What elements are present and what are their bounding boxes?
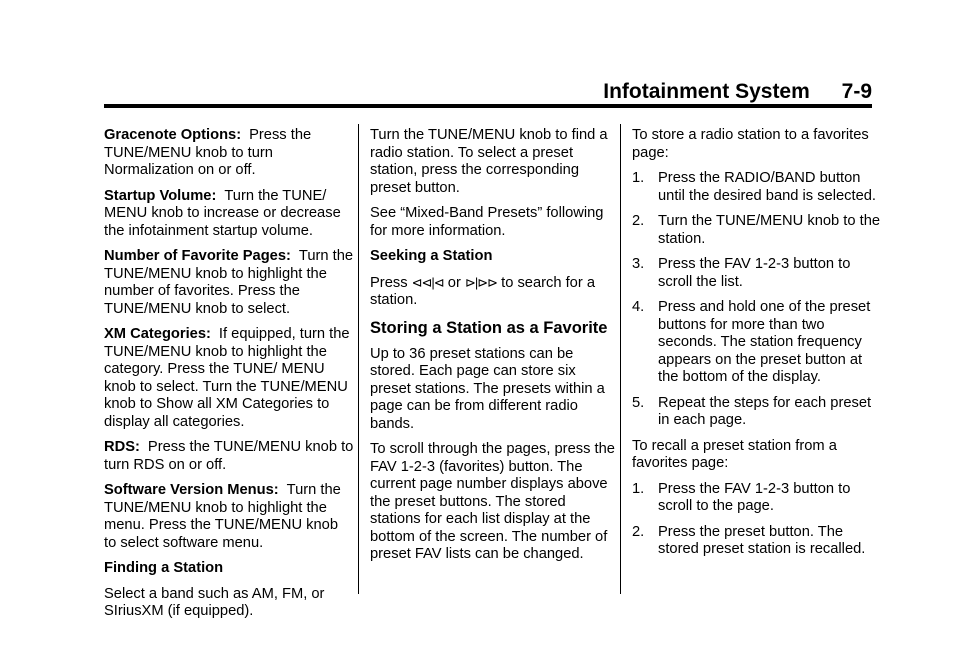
seek-back-icon: ⊲⊲|⊲ bbox=[411, 274, 444, 290]
list-item bbox=[632, 524, 882, 559]
step-text: Turn the TUNE/MENU knob to the station. bbox=[658, 213, 881, 247]
seek-forward-icon: ⊳|⊳⊳ bbox=[464, 274, 498, 290]
xm-categories-term: XM Categories: bbox=[104, 326, 211, 342]
step-number: 2. bbox=[632, 523, 645, 540]
favorite-pages-term: Number of Favorite Pages: bbox=[104, 248, 291, 264]
rds-text: Press the TUNE/MENU knob to turn RDS on or off. bbox=[104, 439, 354, 473]
list-item bbox=[632, 395, 882, 430]
storing-favorite-heading: Storing a Station as a Favorite bbox=[370, 318, 608, 337]
software-version-text: Turn the TUNE/MENU knob to highlight the menu. Press the TUNE/MENU knob to select software menu. bbox=[104, 482, 341, 551]
step-number: 1. bbox=[632, 480, 645, 497]
column-2 bbox=[370, 127, 615, 572]
column-divider-2 bbox=[620, 124, 621, 594]
startup-volume-term: Startup Volume: bbox=[104, 187, 217, 204]
step-text: Repeat the steps for each preset in each page. bbox=[658, 394, 872, 428]
section-title: Infotainment System bbox=[603, 80, 810, 103]
list-item bbox=[632, 256, 882, 291]
see-presets-paragraph: See “Mixed-Band Presets” following for more information. bbox=[370, 205, 604, 239]
step-text: Press and hold one of the preset buttons for more than two seconds. The station frequency appears on the preset button at the bottom of the display. bbox=[658, 299, 871, 385]
press-word: Press bbox=[370, 274, 408, 291]
or-word: or bbox=[447, 274, 461, 291]
xm-categories-text: If equipped, turn the TUNE/MENU knob to highlight the category. Press the TUNE/ MENU knob to select. Turn the TUNE/MENU knob to Show all XM Categories to display all categories. bbox=[104, 326, 350, 430]
list-item bbox=[632, 481, 882, 516]
recall-steps-list bbox=[632, 481, 882, 559]
column-3 bbox=[632, 127, 882, 567]
gracenote-options-term: Gracenote Options: bbox=[104, 127, 242, 143]
step-number: 2. bbox=[632, 213, 645, 229]
step-number: 3. bbox=[632, 256, 645, 272]
store-steps-list bbox=[632, 170, 882, 430]
column-divider-1 bbox=[358, 124, 359, 594]
step-number: 1. bbox=[632, 170, 645, 186]
step-text: Press the preset button. The stored preset station is recalled. bbox=[658, 523, 866, 557]
storing-paragraph: Up to 36 preset stations can be stored. Each page can store six preset stations. The presets within a page can be from different radio bands. bbox=[370, 345, 605, 432]
finding-station-text: Select a band such as AM, FM, or SIriusXM (if equipped). bbox=[104, 585, 325, 619]
seek-paragraph bbox=[370, 274, 615, 310]
step-text: Press the FAV 1-2-3 button to scroll the list. bbox=[658, 256, 851, 290]
rds-paragraph bbox=[104, 439, 354, 474]
recall-intro: To recall a preset station from a favorites page: bbox=[632, 437, 837, 471]
startup-volume-text: Turn the TUNE/ MENU knob to increase or decrease the infotainment startup volume. bbox=[104, 187, 341, 239]
step-text: Press the RADIO/BAND button until the desired band is selected. bbox=[658, 170, 877, 204]
step-number: 5. bbox=[632, 394, 645, 411]
favorite-pages-paragraph bbox=[104, 248, 354, 318]
page-number: 7-9 bbox=[841, 80, 872, 103]
startup-volume-paragraph bbox=[104, 188, 354, 241]
finding-station-heading: Finding a Station bbox=[104, 560, 224, 576]
software-version-paragraph bbox=[104, 482, 354, 552]
gracenote-options-text: Press the TUNE/MENU knob to turn Normalization on or off. bbox=[104, 127, 312, 178]
scroll-pages-paragraph: To scroll through the pages, press the FAV 1-2-3 (favorites) button. The current page number displays above the preset buttons. The stored stations for each list display at the bottom of the screen. The number of preset FAV lists can be changed. bbox=[370, 441, 615, 562]
tune-paragraph: Turn the TUNE/MENU knob to find a radio station. To select a preset station, press the corresponding preset button. bbox=[370, 127, 608, 196]
list-item bbox=[632, 299, 882, 387]
list-item bbox=[632, 213, 882, 248]
rds-term: RDS: bbox=[104, 439, 140, 455]
list-item bbox=[632, 170, 882, 205]
xm-categories-paragraph bbox=[104, 326, 354, 431]
seeking-station-heading: Seeking a Station bbox=[370, 248, 493, 264]
page-header bbox=[603, 80, 872, 104]
step-text: Press the FAV 1-2-3 button to scroll to the page. bbox=[658, 480, 851, 514]
seek-text: to search for a station. bbox=[370, 274, 595, 308]
favorite-pages-text: Turn the TUNE/MENU knob to highlight the number of favorites. Press the TUNE/MENU knob to select. bbox=[104, 248, 354, 317]
gracenote-options-paragraph bbox=[104, 127, 354, 180]
software-version-term: Software Version Menus: bbox=[104, 482, 279, 498]
step-number: 4. bbox=[632, 299, 645, 315]
header-rule bbox=[104, 104, 872, 108]
store-intro: To store a radio station to a favorites page: bbox=[632, 127, 869, 161]
column-1 bbox=[104, 127, 354, 629]
